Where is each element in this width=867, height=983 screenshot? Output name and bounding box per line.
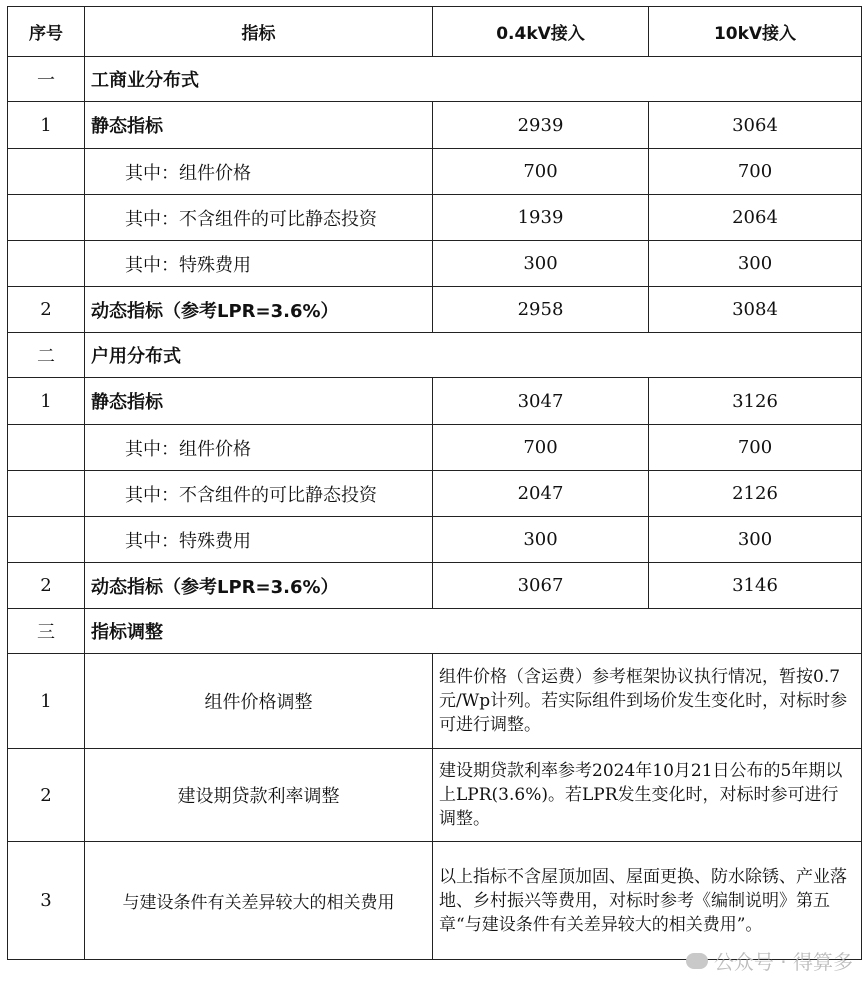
row-no: 2 — [8, 287, 85, 333]
watermark-text: 公众号 · 得算多 — [713, 950, 853, 974]
row-no: 2 — [8, 563, 85, 609]
value-04kv: 2939 — [433, 102, 649, 149]
section-row — [8, 57, 862, 102]
value-04kv: 700 — [433, 425, 649, 471]
table-row — [8, 241, 862, 287]
table-row — [8, 563, 862, 609]
adjustment-row — [8, 749, 862, 842]
row-no: 1 — [8, 378, 85, 425]
wechat-icon — [686, 953, 708, 969]
section-row — [8, 333, 862, 378]
value-04kv: 2958 — [433, 287, 649, 333]
value-04kv: 300 — [433, 241, 649, 287]
table-row — [8, 195, 862, 241]
section-title: 指标调整 — [85, 609, 862, 654]
value-04kv: 3067 — [433, 563, 649, 609]
adjustment-label: 与建设条件有关差异较大的相关费用 — [85, 842, 433, 960]
row-no: 2 — [8, 749, 85, 842]
section-no: 一 — [8, 57, 85, 102]
row-no — [8, 195, 85, 241]
value-10kv: 3064 — [649, 102, 862, 149]
row-label: 其中：不含组件的可比静态投资 — [85, 471, 433, 517]
value-10kv: 2064 — [649, 195, 862, 241]
row-no: 3 — [8, 842, 85, 960]
table-row — [8, 378, 862, 425]
value-10kv: 300 — [649, 517, 862, 563]
adjustment-note: 建设期贷款利率参考2024年10月21日公布的5年期以上LPR(3.6%)。若LPR发生变化时，对标时参可进行调整。 — [433, 749, 862, 842]
adjustment-note: 以上指标不含屋顶加固、屋面更换、防水除锈、产业落地、乡村振兴等费用，对标时参考《编制说明》第五章“与建设条件有关差异较大的相关费用”。 — [433, 842, 862, 960]
header-04kv: 0.4kV接入 — [433, 7, 649, 57]
watermark — [686, 946, 853, 975]
value-10kv: 300 — [649, 241, 862, 287]
adjustment-row — [8, 654, 862, 749]
adjustment-label: 组件价格调整 — [85, 654, 433, 749]
section-no: 三 — [8, 609, 85, 654]
value-04kv: 2047 — [433, 471, 649, 517]
adjustment-row — [8, 842, 862, 960]
section-title: 户用分布式 — [85, 333, 862, 378]
header-no: 序号 — [8, 7, 85, 57]
section-row — [8, 609, 862, 654]
row-no — [8, 517, 85, 563]
header-10kv: 10kV接入 — [649, 7, 862, 57]
value-04kv: 1939 — [433, 195, 649, 241]
row-label: 静态指标 — [85, 102, 433, 149]
row-label: 其中：组件价格 — [85, 425, 433, 471]
row-no — [8, 241, 85, 287]
value-10kv: 700 — [649, 149, 862, 195]
row-no — [8, 425, 85, 471]
table-row — [8, 102, 862, 149]
row-no: 1 — [8, 654, 85, 749]
value-10kv: 3084 — [649, 287, 862, 333]
adjustment-note: 组件价格（含运费）参考框架协议执行情况，暂按0.7元/Wp计列。若实际组件到场价发生变化时，对标时参可进行调整。 — [433, 654, 862, 749]
section-no: 二 — [8, 333, 85, 378]
row-label: 动态指标（参考LPR=3.6%） — [85, 287, 433, 333]
row-label: 其中：不含组件的可比静态投资 — [85, 195, 433, 241]
header-indicator: 指标 — [85, 7, 433, 57]
adjustment-label: 建设期贷款利率调整 — [85, 749, 433, 842]
value-10kv: 700 — [649, 425, 862, 471]
value-10kv: 3146 — [649, 563, 862, 609]
row-no — [8, 149, 85, 195]
row-label: 其中：组件价格 — [85, 149, 433, 195]
value-10kv: 2126 — [649, 471, 862, 517]
value-04kv: 300 — [433, 517, 649, 563]
table-row — [8, 471, 862, 517]
table-row — [8, 425, 862, 471]
value-04kv: 3047 — [433, 378, 649, 425]
investment-indicator-table — [7, 6, 862, 960]
table-row — [8, 287, 862, 333]
row-label: 动态指标（参考LPR=3.6%） — [85, 563, 433, 609]
table-row — [8, 149, 862, 195]
table-row — [8, 517, 862, 563]
row-no — [8, 471, 85, 517]
row-label: 静态指标 — [85, 378, 433, 425]
header-row — [8, 7, 862, 57]
section-title: 工商业分布式 — [85, 57, 862, 102]
value-04kv: 700 — [433, 149, 649, 195]
row-no: 1 — [8, 102, 85, 149]
value-10kv: 3126 — [649, 378, 862, 425]
row-label: 其中：特殊费用 — [85, 517, 433, 563]
row-label: 其中：特殊费用 — [85, 241, 433, 287]
